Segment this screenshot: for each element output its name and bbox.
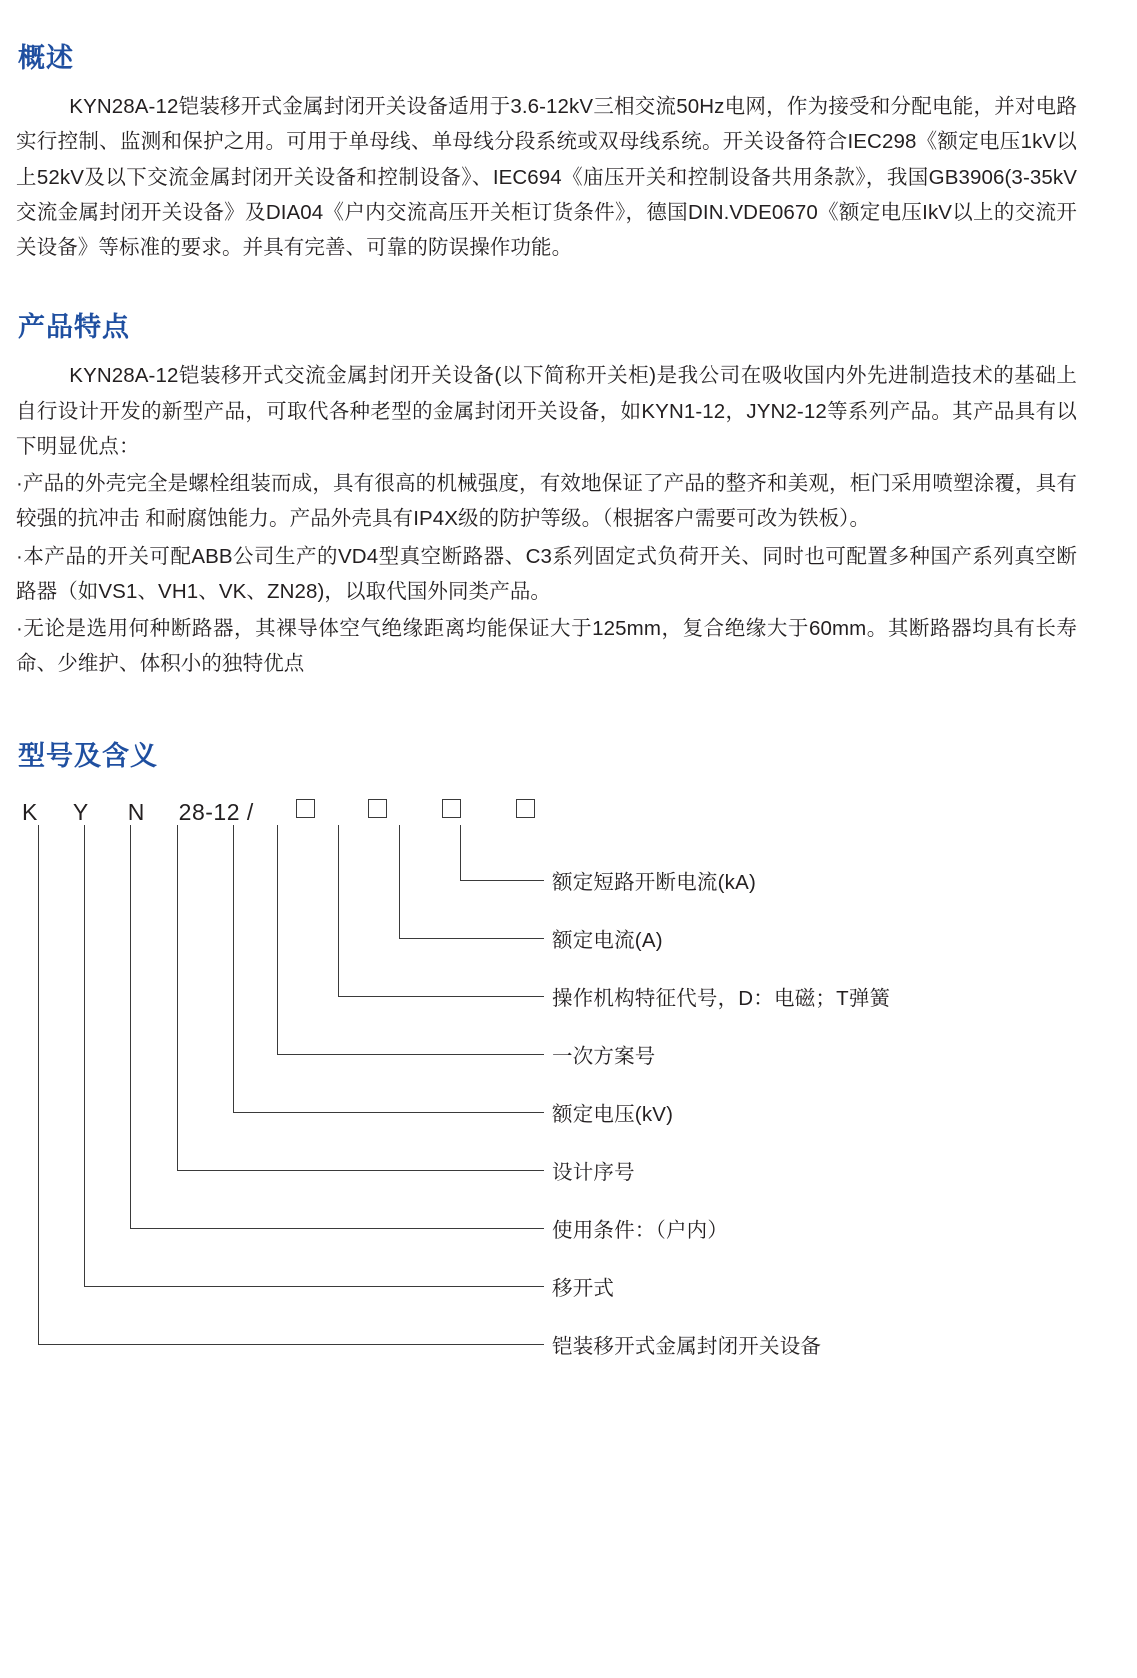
- leader-line-7: [130, 825, 544, 1229]
- leader-line-6: [177, 825, 544, 1171]
- section-title-features: 产品特点: [18, 312, 130, 343]
- leader-label-1: 额定短路开断电流(kA): [552, 870, 756, 894]
- code-letter-k: K: [22, 798, 38, 825]
- features-bullet-1: ·产品的外壳完全是螺栓组装而成，具有很高的机械强度，有效地保证了产品的整齐和美观，柜门采用喷塑涂覆，具有较强的抗冲击 和耐腐蚀能力。产品外壳具有IP4X级的防护等级。（根据客户需要可改为铁板）。: [16, 472, 1077, 531]
- section-title-model: 型号及含义: [18, 740, 158, 771]
- section-overview: [16, 36, 1077, 265]
- features-bullet-3: ·无论是选用何种断路器，其裸导体空气绝缘距离均能保证大于125mm，复合绝缘大于60mm。其断路器均具有长寿命、少维护、体积小的独特优点: [16, 617, 1077, 676]
- section-features: [16, 305, 1077, 681]
- code-box-1: [296, 799, 315, 818]
- code-letter-n: N: [127, 798, 145, 825]
- features-bullet-2: ·本产品的开关可配ABB公司生产的VD4型真空断路器、C3系列固定式负荷开关、同时也可配置多种国产系列真空断路器（如VS1、VH1、VK、ZN28)，以取代国外同类产品。: [16, 544, 1077, 603]
- leader-label-3: 操作机构特征代号，D：电磁；T弹簧: [552, 986, 891, 1010]
- code-box-2: [368, 799, 387, 818]
- leader-label-6: 设计序号: [552, 1160, 635, 1184]
- leader-label-4: 一次方案号: [552, 1044, 656, 1068]
- leader-label-8: 移开式: [552, 1276, 615, 1300]
- leader-label-7: 使用条件：（户内）: [552, 1218, 729, 1242]
- code-box-3: [442, 799, 461, 818]
- section-title-overview: 概述: [18, 43, 74, 73]
- model-code-diagram: [22, 799, 1082, 1399]
- leader-line-3: [338, 825, 544, 997]
- leader-line-2: [399, 825, 544, 939]
- code-box-4: [516, 799, 535, 818]
- leader-label-9: 铠装移开式金属封闭开关设备: [552, 1334, 822, 1358]
- leader-line-8: [84, 825, 544, 1287]
- model-code-row: [22, 799, 535, 826]
- code-letter-y: Y: [72, 798, 89, 825]
- leader-line-4: [277, 825, 544, 1055]
- code-numbers: 28-12 /: [178, 798, 254, 825]
- leader-line-5: [233, 825, 544, 1113]
- overview-paragraph-1: KYN28A-12铠装移开式金属封闭开关设备适用于3.6-12kV三相交流50Hz电网，作为接受和分配电能，并对电路实行控制、监测和保护之用。可用于单母线、单母线分段系统或双母线系统。开关设备符合IEC298《额定电压1kV以上52kV及以下交流金属封闭开关设备和控制设备》、IEC694《庙压开关和控制设备共用条款》，我国GB3906(3-35kV交流金属封闭开关设备》及DIA04《户内交流高压开关柜订货条件》，德国DIN.VDE0670《额定电压IkV以上的交流开关设备》等标准的要求。并具有完善、可靠的防误操作功能。: [16, 95, 1077, 259]
- section-model-designation: [16, 734, 1077, 1399]
- leader-label-2: 额定电流(A): [552, 928, 663, 952]
- leader-label-5: 额定电压(kV): [552, 1102, 674, 1126]
- leader-line-9: [38, 825, 544, 1345]
- features-paragraph-1: KYN28A-12铠装移开式交流金属封闭开关设备(以下简称开关柜)是我公司在吸收国内外先进制造技术的基础上自行设计开发的新型产品，可取代各种老型的金属封闭开关设备，如KYN1-12，JYN2-12等系列产品。其产品具有以下明显优点：: [16, 364, 1077, 458]
- leader-line-1: [460, 825, 544, 881]
